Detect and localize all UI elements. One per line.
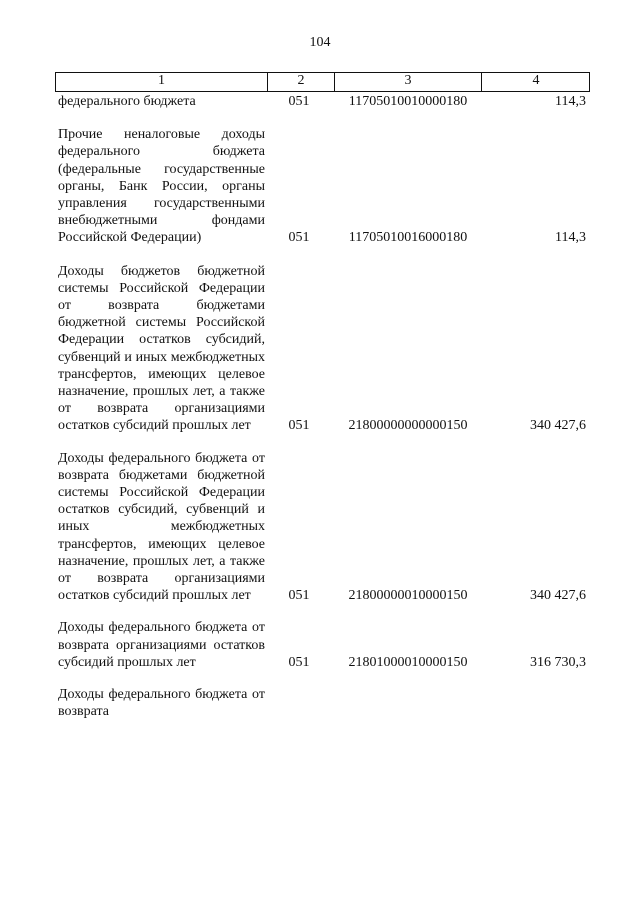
table-row bbox=[55, 686, 590, 720]
header-col-3: 3 bbox=[334, 73, 481, 91]
row-amount: 340 427,6 bbox=[530, 588, 586, 604]
row-admin-code: 051 bbox=[288, 588, 310, 604]
row-description: Доходы федерального бюджета от возврата организациями остатков субсидий прошлых лет bbox=[58, 620, 265, 670]
page-number: 104 bbox=[309, 35, 331, 50]
row-amount: 114,3 bbox=[555, 94, 586, 109]
row-admin-code: 051 bbox=[288, 654, 310, 670]
row-description: Доходы федерального бюджета от возврата bbox=[58, 687, 265, 720]
table-row bbox=[55, 263, 590, 435]
row-kbk-code: 21800000000000150 bbox=[348, 418, 468, 434]
table-row bbox=[55, 450, 590, 605]
table-header bbox=[55, 72, 590, 92]
row-kbk-code: 11705010010000180 bbox=[348, 94, 468, 109]
row-kbk-code: 21801000010000150 bbox=[348, 654, 468, 670]
table-row bbox=[55, 126, 590, 246]
row-amount: 340 427,6 bbox=[530, 418, 586, 434]
row-kbk-code: 21800000010000150 bbox=[348, 588, 468, 604]
row-description: федерального бюджета bbox=[58, 94, 196, 109]
row-admin-code: 051 bbox=[288, 418, 310, 434]
revenue-table bbox=[55, 72, 590, 721]
table-row bbox=[55, 93, 590, 110]
row-description: Доходы федерального бюджета от возврата бюджетами бюджетной системы Российской Федерации остатков субсидий, субвенций и иных межбюджетных трансфертов, имеющих целевое назначение, прошлых лет, а также от возврата организациями остатков субсидий прошлых лет bbox=[58, 450, 265, 604]
row-amount: 114,3 bbox=[555, 230, 586, 246]
row-amount: 316 730,3 bbox=[530, 654, 586, 670]
row-description: Доходы бюджетов бюджетной системы Российской Федерации от возврата бюджетами бюджетной системы Российской Федерации остатков субсидий, субвенций и иных межбюджетных трансфертов, имеющих целевое назначение, прошлых лет, а также от возврата организациями остатков субсидий прошлых лет bbox=[58, 263, 265, 434]
table-row bbox=[55, 619, 590, 671]
row-description: Прочие неналоговые доходы федерального бюджета (федеральные государственные органы, Банк России, органы управления государственными внебюджетными фондами Российской Федерации) bbox=[58, 127, 265, 246]
header-col-2: 2 bbox=[267, 73, 334, 91]
row-admin-code: 051 bbox=[288, 94, 310, 109]
header-col-4: 4 bbox=[481, 73, 590, 91]
row-kbk-code: 11705010016000180 bbox=[348, 230, 468, 246]
header-col-1: 1 bbox=[158, 73, 165, 88]
row-admin-code: 051 bbox=[288, 230, 310, 246]
